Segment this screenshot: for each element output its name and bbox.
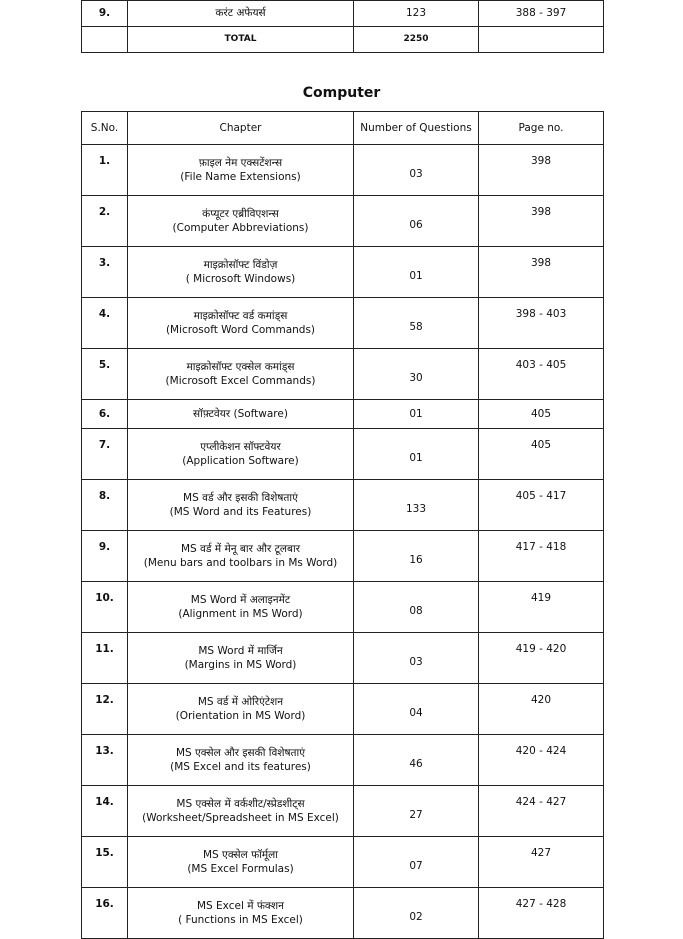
row-chapter: [128, 145, 354, 196]
chapter-hindi: एप्लीकेशन सॉफ्टवेयर: [200, 440, 281, 453]
table-row: [82, 735, 604, 786]
header-row: [82, 112, 604, 145]
row-questions: 58: [354, 298, 479, 349]
table-row: [82, 786, 604, 837]
chapter-hindi: MS Excel में फंक्शन: [196, 899, 284, 912]
chapter-english: ( Functions in MS Excel): [178, 914, 303, 926]
chapter-hindi: सॉफ़्टवेयर (Software): [193, 407, 288, 420]
row-questions: 03: [354, 633, 479, 684]
row-questions: 46: [354, 735, 479, 786]
row-questions: 08: [354, 582, 479, 633]
row-chapter: [128, 735, 354, 786]
row-chapter: [128, 633, 354, 684]
row-sno: 11.: [82, 633, 128, 684]
row-chapter: [128, 531, 354, 582]
row-sno: 13.: [82, 735, 128, 786]
header-questions: Number of Questions: [354, 112, 479, 145]
row-sno: 9.: [82, 531, 128, 582]
row-chapter: [128, 196, 354, 247]
row-chapter: [128, 582, 354, 633]
row-sno: 8.: [82, 480, 128, 531]
row-sno: [82, 27, 128, 53]
chapter-hindi: MS वर्ड में ओरिएंटेशन: [197, 695, 284, 708]
row-pages: 398: [479, 196, 604, 247]
row-pages: 427 - 428: [479, 888, 604, 939]
table-row: [82, 349, 604, 400]
table-row: [82, 633, 604, 684]
chapter-hindi: MS Word में मार्जिन: [198, 644, 283, 657]
row-questions: 27: [354, 786, 479, 837]
summary-table: [81, 0, 604, 53]
row-pages: 427: [479, 837, 604, 888]
row-questions: 04: [354, 684, 479, 735]
chapter-hindi: माइक्रोसॉफ्ट वर्ड कमांड्स: [193, 309, 288, 322]
chapter-english: (Orientation in MS Word): [175, 710, 306, 722]
total-row: [82, 27, 604, 53]
row-chapter: [128, 684, 354, 735]
row-chapter: [128, 480, 354, 531]
chapter-hindi: फ़ाइल नेम एक्सटेंशन्स: [198, 156, 283, 169]
chapter-english: (Margins in MS Word): [184, 659, 297, 671]
chapter-english: (Microsoft Word Commands): [165, 324, 316, 336]
chapter-hindi: कंप्यूटर एब्रीविएशन्स: [202, 207, 279, 220]
chapter-hindi: माइक्रोसॉफ्ट विंडोज़: [203, 258, 278, 271]
row-sno: 2.: [82, 196, 128, 247]
chapter-hindi: माइक्रोसॉफ्ट एक्सेल कमांड्स: [186, 360, 295, 373]
row-questions: 16: [354, 531, 479, 582]
chapter-english: (Alignment in MS Word): [178, 608, 303, 620]
chapter-english: (Menu bars and toolbars in Ms Word): [143, 557, 338, 569]
row-questions: 02: [354, 888, 479, 939]
chapter-english: (Microsoft Excel Commands): [165, 375, 316, 387]
row-sno: 1.: [82, 145, 128, 196]
chapter-hindi: MS वर्ड और इसकी विशेषताएं: [183, 491, 298, 504]
row-sno: 12.: [82, 684, 128, 735]
row-chapter: करंट अफेयर्स: [128, 1, 354, 27]
table-row: [82, 247, 604, 298]
row-sno: 16.: [82, 888, 128, 939]
chapter-english: (MS Word and its Features): [169, 506, 312, 518]
row-chapter: [128, 837, 354, 888]
row-chapter: [128, 298, 354, 349]
row-sno: 14.: [82, 786, 128, 837]
row-pages: 398: [479, 145, 604, 196]
row-sno: 5.: [82, 349, 128, 400]
table-row: [82, 531, 604, 582]
row-pages: 398 - 403: [479, 298, 604, 349]
row-chapter: [128, 349, 354, 400]
row-pages: 388 - 397: [479, 1, 604, 27]
chapter-english: (Application Software): [182, 455, 299, 467]
chapter-hindi: MS एक्सेल और इसकी विशेषताएं: [175, 746, 306, 759]
row-pages: 405: [479, 429, 604, 480]
row-pages: 420 - 424: [479, 735, 604, 786]
row-pages: 420: [479, 684, 604, 735]
row-sno: 15.: [82, 837, 128, 888]
table-row: [82, 888, 604, 939]
row-questions: 133: [354, 480, 479, 531]
row-questions: 123: [354, 1, 479, 27]
row-sno: 10.: [82, 582, 128, 633]
row-chapter: [128, 247, 354, 298]
table-row: [82, 684, 604, 735]
row-pages: [479, 27, 604, 53]
table-row: [82, 298, 604, 349]
chapter-english: (File Name Extensions): [180, 171, 301, 183]
chapter-english: (MS Excel and its features): [170, 761, 311, 773]
row-sno: 9.: [82, 1, 128, 27]
row-pages: 405 - 417: [479, 480, 604, 531]
row-questions: 30: [354, 349, 479, 400]
header-chapter: Chapter: [128, 112, 354, 145]
row-questions: 01: [354, 247, 479, 298]
table-row: [82, 145, 604, 196]
header-pages: Page no.: [479, 112, 604, 145]
header-sno: S.No.: [82, 112, 128, 145]
row-chapter: [128, 888, 354, 939]
row-pages: 398: [479, 247, 604, 298]
chapter-hindi: MS वर्ड में मेनू बार और टूलबार: [180, 542, 301, 555]
row-sno: 3.: [82, 247, 128, 298]
row-pages: 403 - 405: [479, 349, 604, 400]
chapter-english: (Worksheet/Spreadsheet in MS Excel): [142, 812, 339, 824]
table-row: [82, 582, 604, 633]
row-questions: 01: [354, 400, 479, 429]
table-row: [82, 1, 604, 27]
computer-chapters-table: [81, 111, 604, 939]
table-row: [82, 480, 604, 531]
chapter-english: (MS Excel Formulas): [187, 863, 294, 875]
row-questions: 06: [354, 196, 479, 247]
row-pages: 424 - 427: [479, 786, 604, 837]
table-row: [82, 837, 604, 888]
row-pages: 419: [479, 582, 604, 633]
total-label: TOTAL: [128, 27, 354, 53]
chapter-hindi: MS एक्सेल में वर्कशीट/स्प्रेडशीट्स: [176, 797, 305, 810]
row-chapter: [128, 786, 354, 837]
row-questions: 01: [354, 429, 479, 480]
row-sno: 7.: [82, 429, 128, 480]
row-chapter: [128, 429, 354, 480]
row-sno: 6.: [82, 400, 128, 429]
row-questions: 07: [354, 837, 479, 888]
row-chapter: [128, 400, 354, 429]
row-pages: 417 - 418: [479, 531, 604, 582]
row-pages: 405: [479, 400, 604, 429]
chapter-english: ( Microsoft Windows): [185, 273, 296, 285]
section-title: Computer: [302, 85, 381, 101]
table-row: [82, 400, 604, 429]
row-pages: 419 - 420: [479, 633, 604, 684]
table-row: [82, 429, 604, 480]
chapter-hindi: MS Word में अलाइनमेंट: [190, 593, 291, 606]
row-sno: 4.: [82, 298, 128, 349]
chapter-english: (Computer Abbreviations): [172, 222, 309, 234]
total-questions: 2250: [354, 27, 479, 53]
table-row: [82, 196, 604, 247]
row-questions: 03: [354, 145, 479, 196]
chapter-hindi: MS एक्सेल फॉर्मूला: [202, 848, 278, 861]
